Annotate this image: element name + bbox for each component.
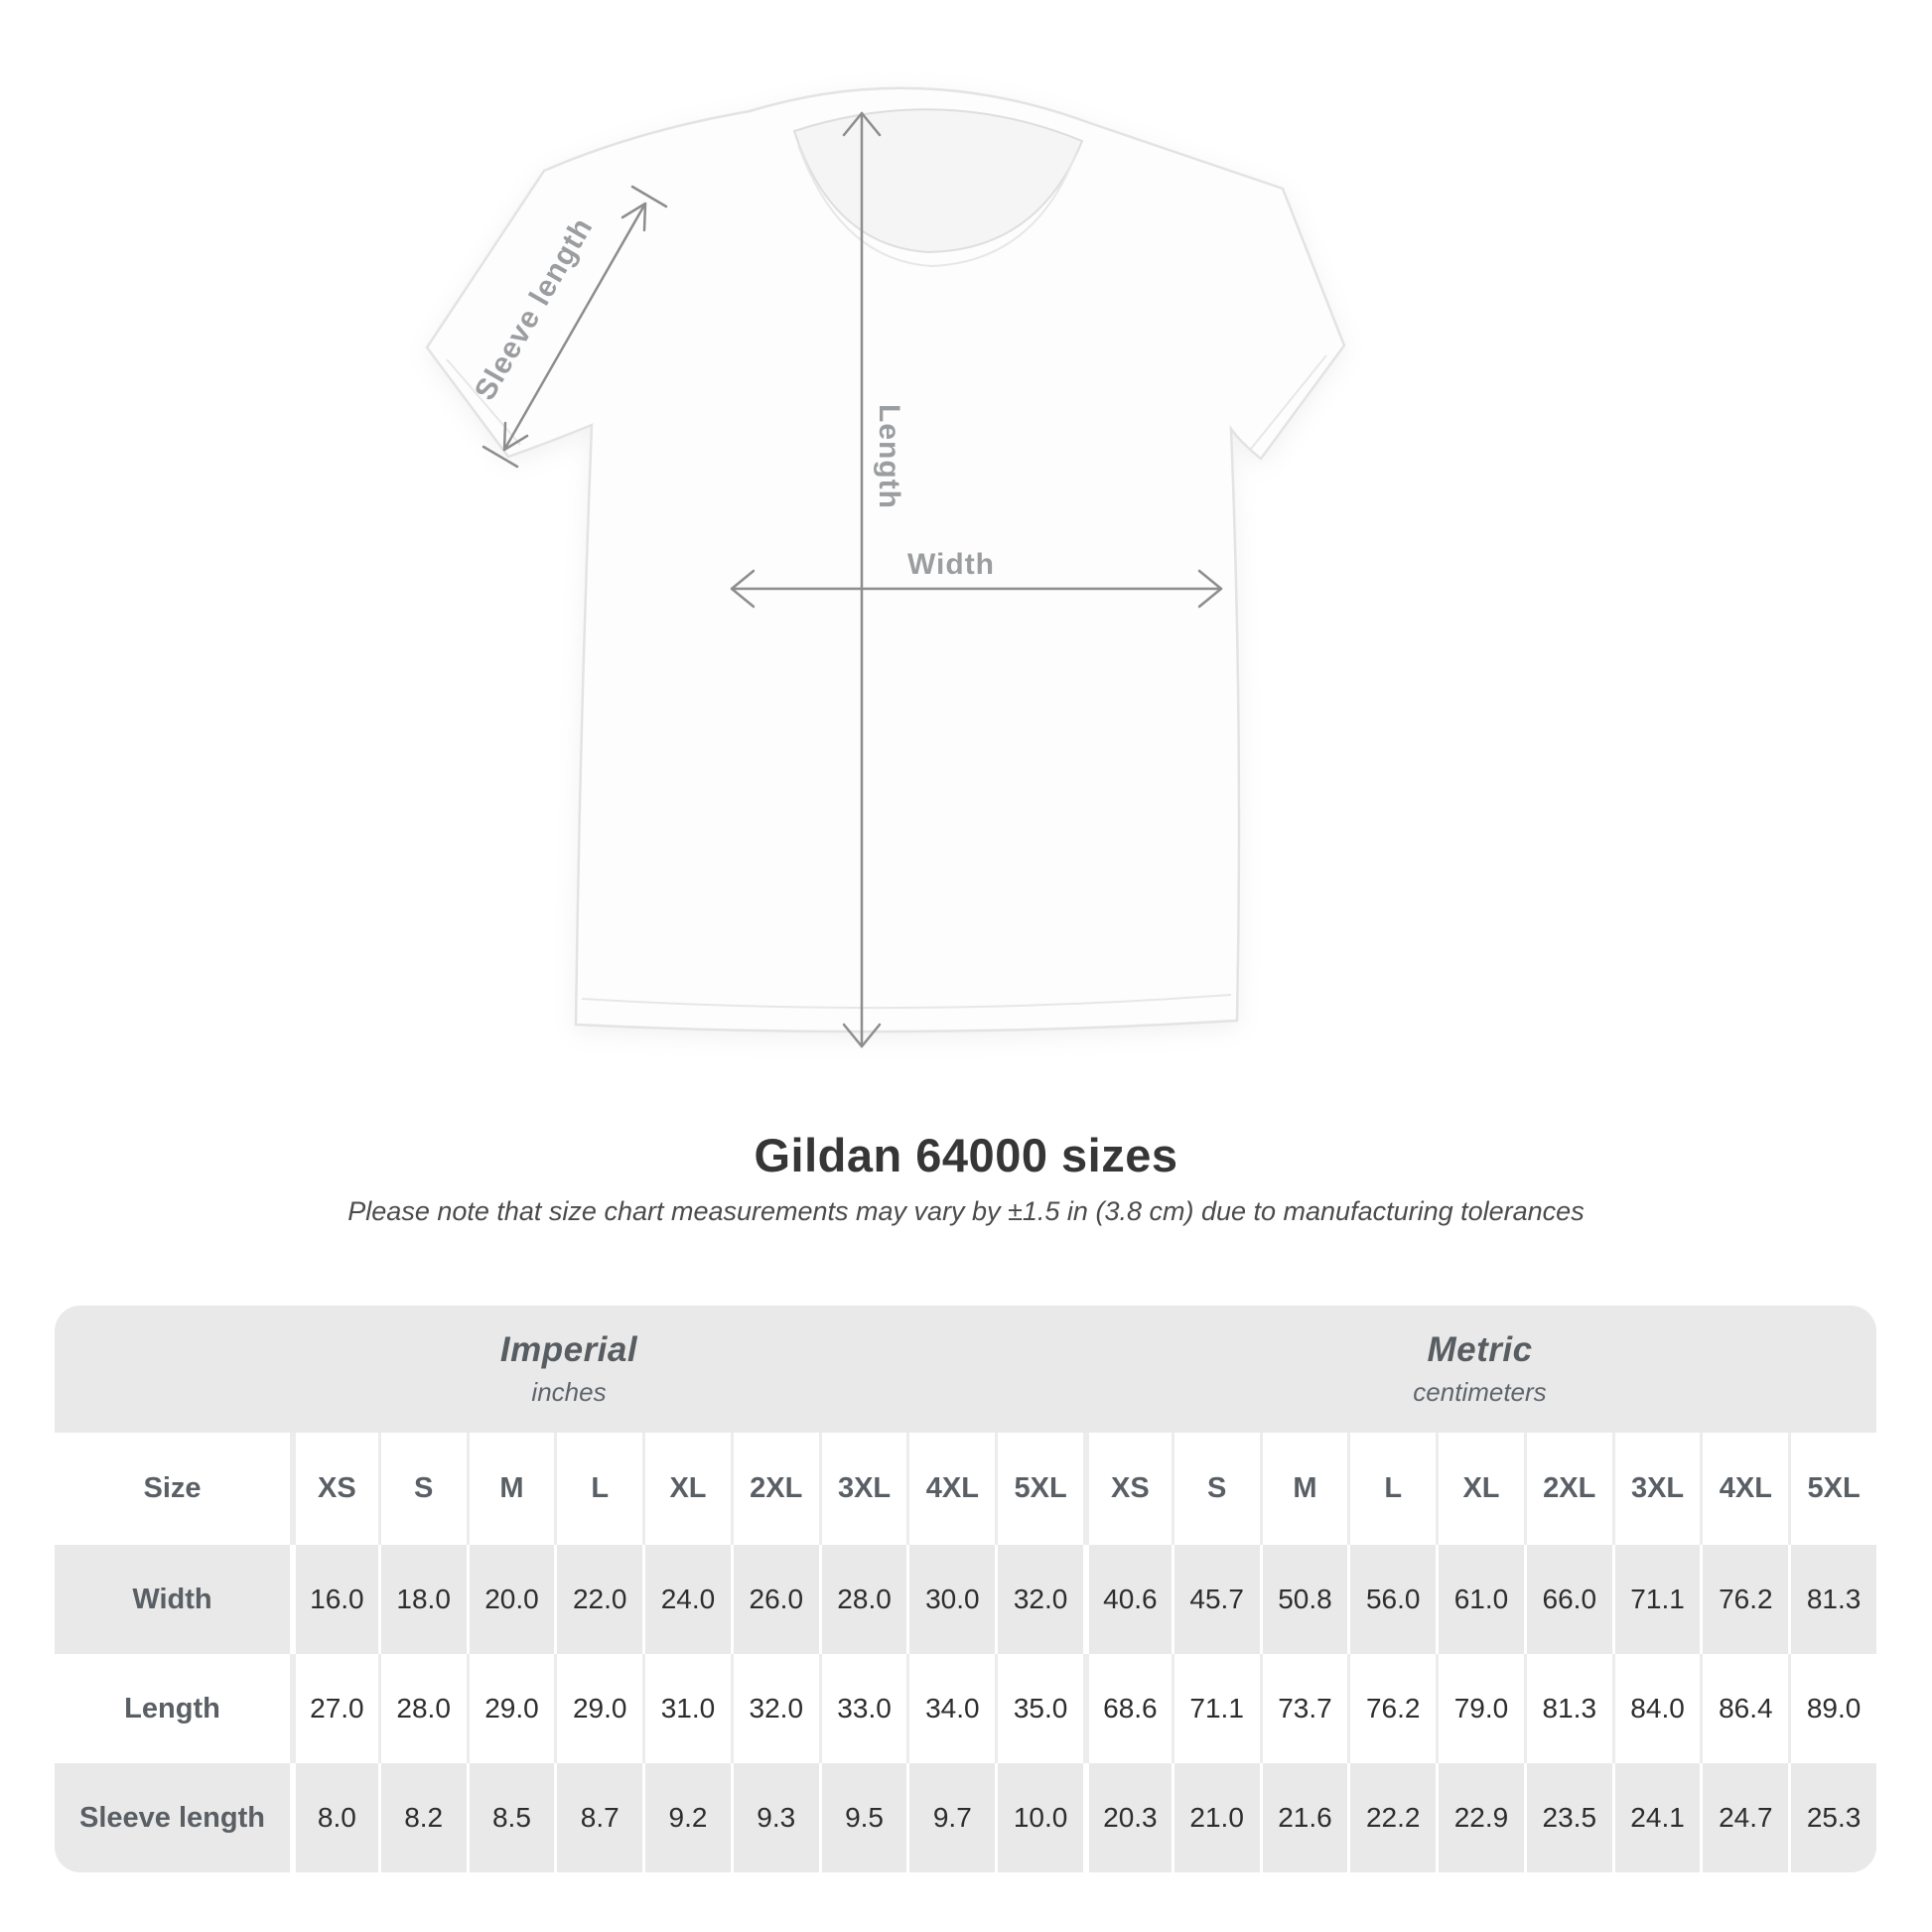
value-cell-imperial: 32.0 bbox=[731, 1654, 819, 1763]
size-header-metric: 4XL bbox=[1700, 1433, 1788, 1545]
size-table bbox=[55, 1306, 1876, 1872]
tolerance-note: Please note that size chart measurements may vary by ±1.5 in (3.8 cm) due to manufacturing tolerances bbox=[347, 1196, 1585, 1226]
value-cell-imperial: 8.5 bbox=[467, 1763, 555, 1872]
value-cell-metric: 61.0 bbox=[1436, 1545, 1524, 1654]
value-cell-metric: 81.3 bbox=[1788, 1545, 1876, 1654]
value-cell-imperial: 8.0 bbox=[290, 1763, 378, 1872]
value-cell-imperial: 33.0 bbox=[819, 1654, 907, 1763]
value-cell-imperial: 32.0 bbox=[995, 1545, 1083, 1654]
value-cell-imperial: 8.2 bbox=[378, 1763, 467, 1872]
value-cell-metric: 79.0 bbox=[1436, 1654, 1524, 1763]
size-header-imperial: M bbox=[467, 1433, 555, 1545]
value-cell-metric: 21.0 bbox=[1172, 1763, 1260, 1872]
value-cell-metric: 68.6 bbox=[1083, 1654, 1172, 1763]
value-cell-metric: 71.1 bbox=[1612, 1545, 1701, 1654]
value-cell-metric: 86.4 bbox=[1700, 1654, 1788, 1763]
size-column-header: Size bbox=[55, 1433, 290, 1545]
value-cell-imperial: 9.7 bbox=[906, 1763, 995, 1872]
value-cell-imperial: 30.0 bbox=[906, 1545, 995, 1654]
value-cell-metric: 73.7 bbox=[1260, 1654, 1348, 1763]
value-cell-metric: 76.2 bbox=[1700, 1545, 1788, 1654]
size-header-imperial: XL bbox=[642, 1433, 731, 1545]
value-cell-imperial: 27.0 bbox=[290, 1654, 378, 1763]
page-title: Gildan 64000 sizes bbox=[754, 1129, 1178, 1181]
value-cell-metric: 81.3 bbox=[1524, 1654, 1612, 1763]
value-cell-imperial: 29.0 bbox=[554, 1654, 642, 1763]
value-cell-metric: 89.0 bbox=[1788, 1654, 1876, 1763]
row-label: Width bbox=[55, 1545, 290, 1654]
value-cell-imperial: 34.0 bbox=[906, 1654, 995, 1763]
size-header-imperial: L bbox=[554, 1433, 642, 1545]
value-cell-imperial: 22.0 bbox=[554, 1545, 642, 1654]
length-dimension-label: Length bbox=[873, 404, 905, 509]
value-cell-metric: 22.9 bbox=[1436, 1763, 1524, 1872]
size-header-metric: 2XL bbox=[1524, 1433, 1612, 1545]
sleeve-dimension-label: Sleeve length bbox=[468, 211, 600, 406]
value-cell-metric: 24.7 bbox=[1700, 1763, 1788, 1872]
value-cell-imperial: 8.7 bbox=[554, 1763, 642, 1872]
unit-group-imperial bbox=[55, 1306, 1083, 1433]
size-header-metric: XL bbox=[1436, 1433, 1524, 1545]
unit-group-metric bbox=[1083, 1306, 1876, 1433]
size-header-metric: S bbox=[1172, 1433, 1260, 1545]
value-cell-metric: 25.3 bbox=[1788, 1763, 1876, 1872]
value-cell-metric: 40.6 bbox=[1083, 1545, 1172, 1654]
value-cell-metric: 56.0 bbox=[1347, 1545, 1436, 1654]
value-cell-metric: 24.1 bbox=[1612, 1763, 1701, 1872]
value-cell-imperial: 29.0 bbox=[467, 1654, 555, 1763]
size-header-imperial: 4XL bbox=[906, 1433, 995, 1545]
value-cell-imperial: 9.2 bbox=[642, 1763, 731, 1872]
size-header-metric: XS bbox=[1083, 1433, 1172, 1545]
value-cell-imperial: 16.0 bbox=[290, 1545, 378, 1654]
value-cell-metric: 71.1 bbox=[1172, 1654, 1260, 1763]
width-dimension-label: Width bbox=[906, 548, 996, 581]
value-cell-metric: 21.6 bbox=[1260, 1763, 1348, 1872]
value-cell-metric: 23.5 bbox=[1524, 1763, 1612, 1872]
row-label: Length bbox=[55, 1654, 290, 1763]
value-cell-metric: 45.7 bbox=[1172, 1545, 1260, 1654]
size-header-metric: M bbox=[1260, 1433, 1348, 1545]
value-cell-metric: 22.2 bbox=[1347, 1763, 1436, 1872]
unit-group-unit: centimeters bbox=[1413, 1377, 1547, 1407]
value-cell-metric: 50.8 bbox=[1260, 1545, 1348, 1654]
value-cell-imperial: 28.0 bbox=[378, 1654, 467, 1763]
unit-group-name: Imperial bbox=[499, 1330, 638, 1369]
size-header-metric: 3XL bbox=[1612, 1433, 1701, 1545]
row-label: Sleeve length bbox=[55, 1763, 290, 1872]
size-header-imperial: 2XL bbox=[731, 1433, 819, 1545]
value-cell-imperial: 24.0 bbox=[642, 1545, 731, 1654]
value-cell-imperial: 26.0 bbox=[731, 1545, 819, 1654]
value-cell-imperial: 20.0 bbox=[467, 1545, 555, 1654]
size-header-metric: L bbox=[1347, 1433, 1436, 1545]
value-cell-imperial: 10.0 bbox=[995, 1763, 1083, 1872]
value-cell-metric: 84.0 bbox=[1612, 1654, 1701, 1763]
value-cell-imperial: 18.0 bbox=[378, 1545, 467, 1654]
value-cell-metric: 76.2 bbox=[1347, 1654, 1436, 1763]
size-header-imperial: S bbox=[378, 1433, 467, 1545]
value-cell-metric: 20.3 bbox=[1083, 1763, 1172, 1872]
value-cell-imperial: 28.0 bbox=[819, 1545, 907, 1654]
value-cell-imperial: 35.0 bbox=[995, 1654, 1083, 1763]
unit-group-unit: inches bbox=[531, 1377, 607, 1407]
value-cell-metric: 66.0 bbox=[1524, 1545, 1612, 1654]
value-cell-imperial: 31.0 bbox=[642, 1654, 731, 1763]
size-header-imperial: 3XL bbox=[819, 1433, 907, 1545]
value-cell-imperial: 9.5 bbox=[819, 1763, 907, 1872]
unit-group-name: Metric bbox=[1427, 1330, 1533, 1369]
size-header-metric: 5XL bbox=[1788, 1433, 1876, 1545]
value-cell-imperial: 9.3 bbox=[731, 1763, 819, 1872]
size-header-imperial: XS bbox=[290, 1433, 378, 1545]
size-header-imperial: 5XL bbox=[995, 1433, 1083, 1545]
